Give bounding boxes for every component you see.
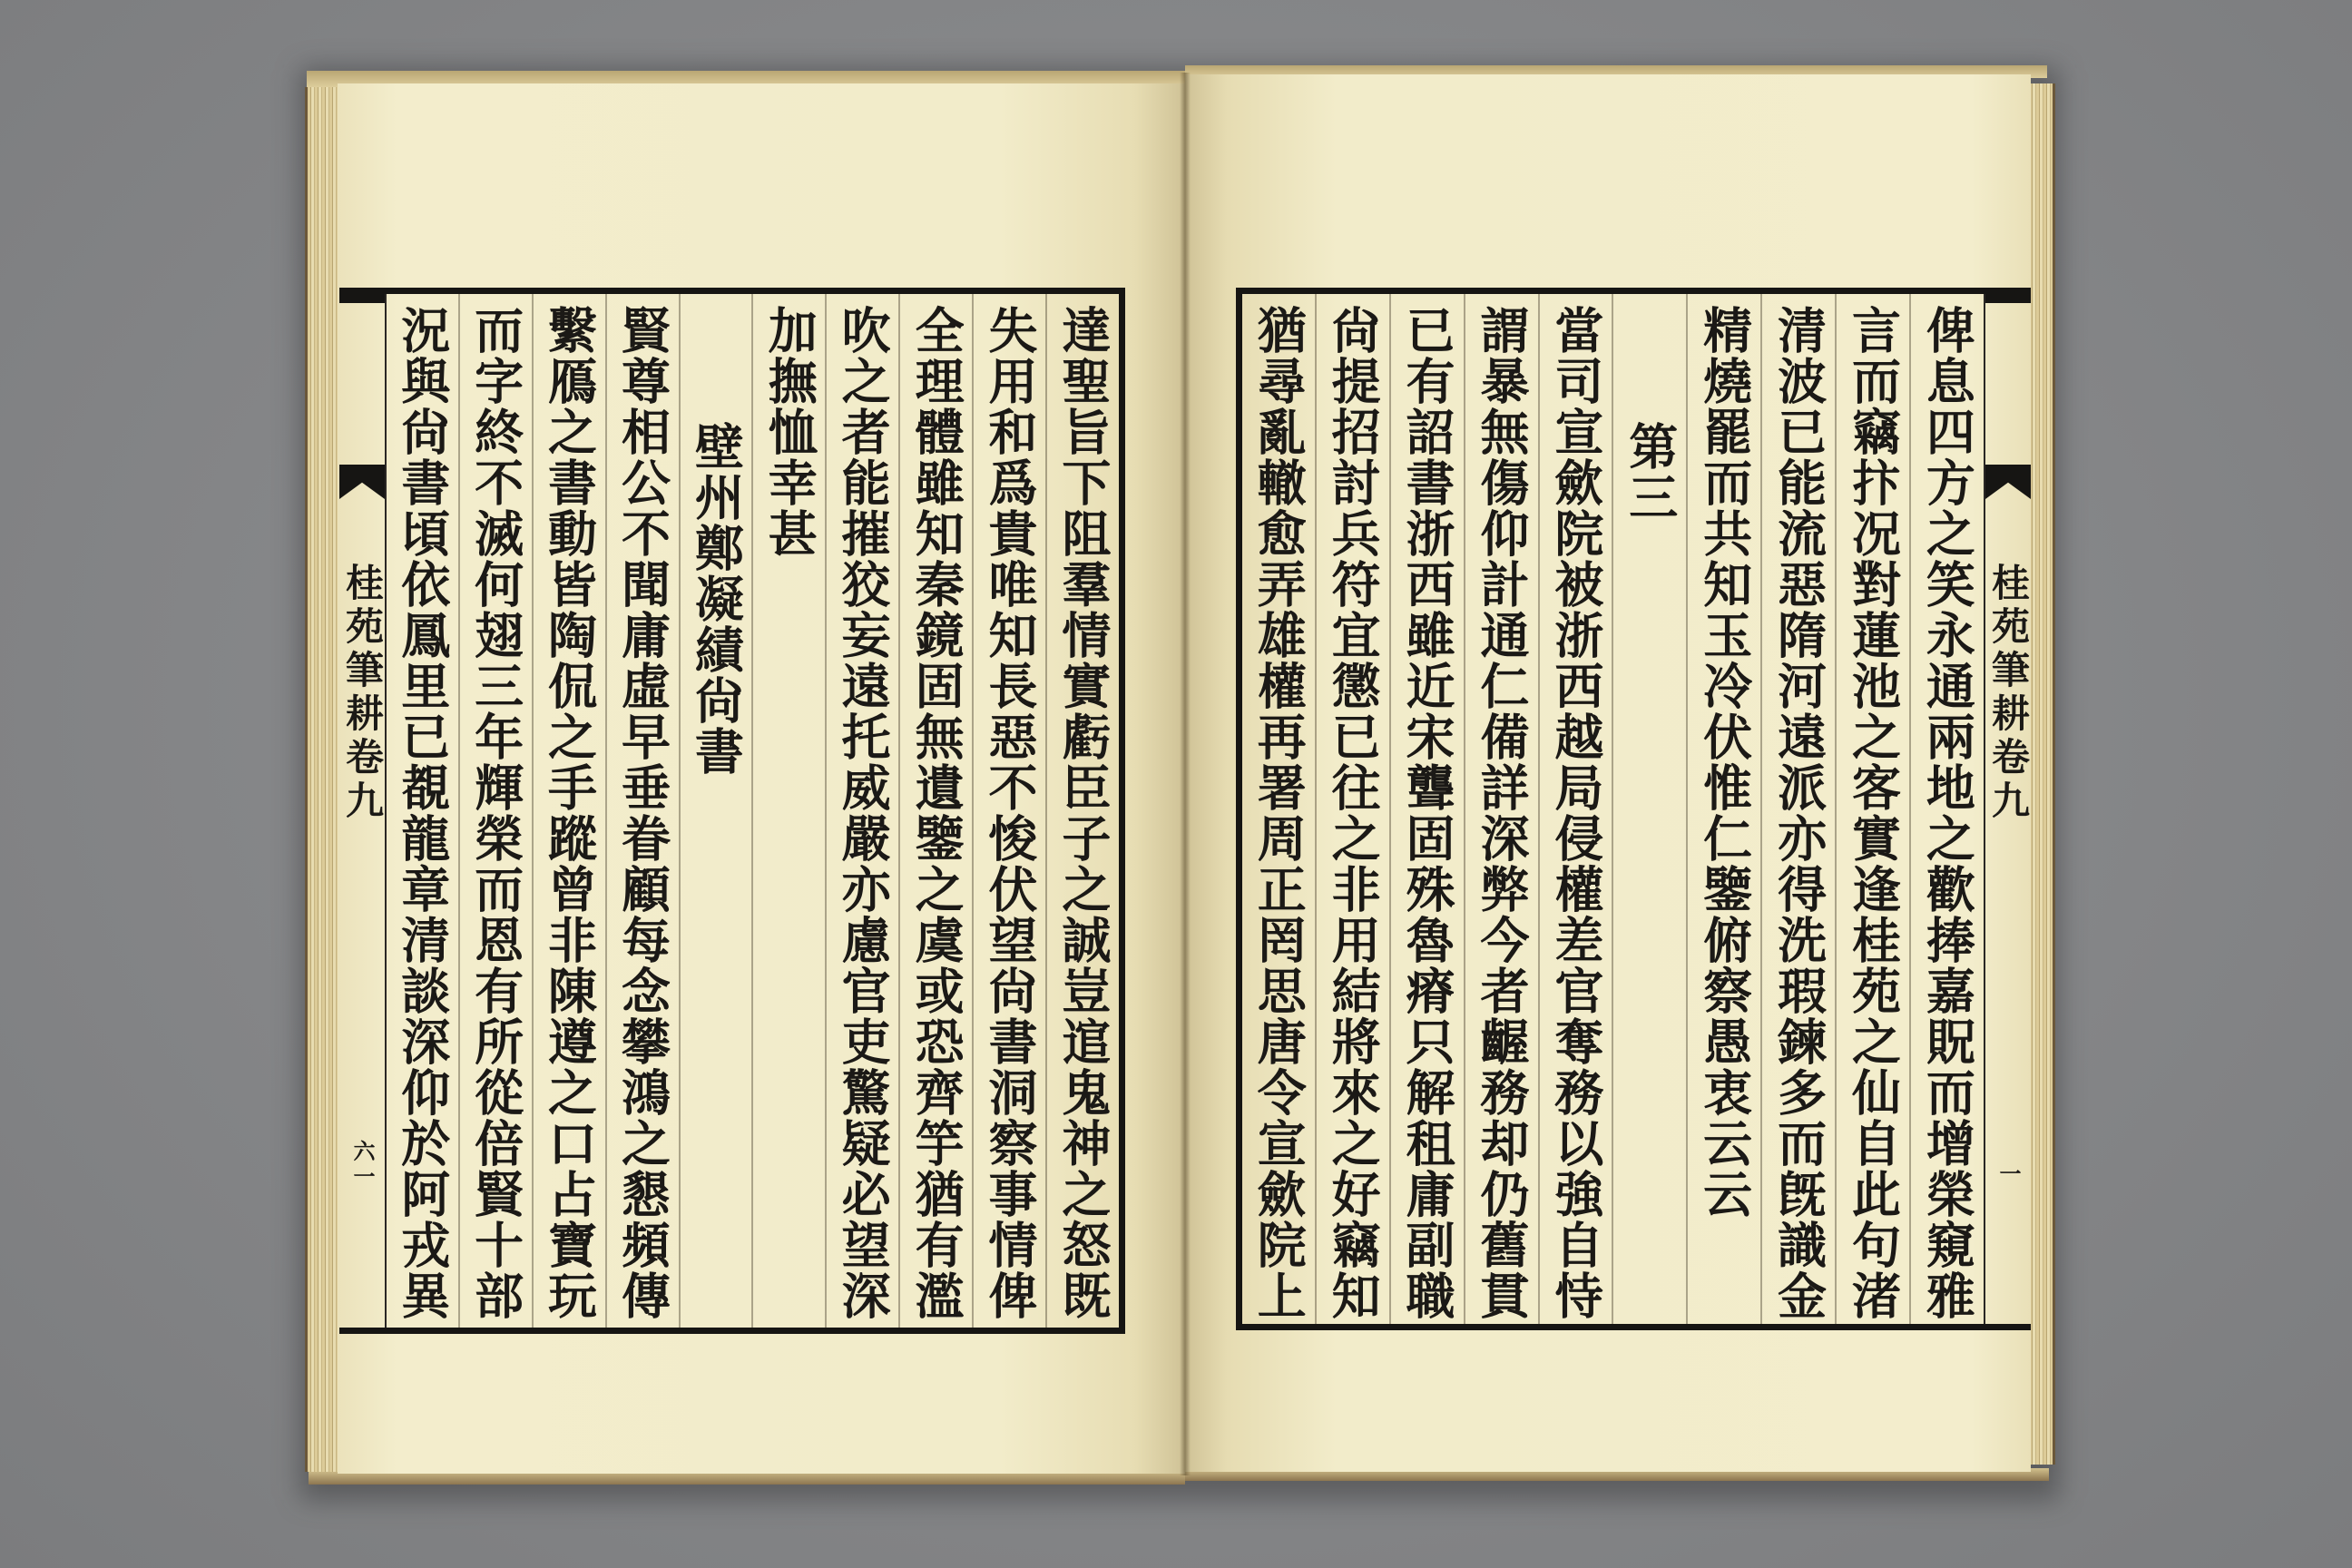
right-text-frame	[1236, 288, 2031, 1330]
text-column	[1045, 294, 1119, 1328]
column-text: 謂暴無傷仰計通仁備詳深弊今者齷務却仍舊貫	[1472, 305, 1531, 1321]
column-text: 言而竊抃况對蓮池之客實逢桂苑之仙自此句渚	[1844, 305, 1903, 1321]
text-column	[1464, 294, 1538, 1324]
section-heading: 第三	[1621, 421, 1680, 523]
column-text: 全理體雖知秦鏡固無遺鑒之虞或恐齊竽猶有濫	[907, 305, 966, 1321]
text-column	[898, 294, 972, 1328]
text-column	[1835, 294, 1909, 1324]
column-text: 吹之者能摧狡妄遠托威嚴亦慮官吏驚疑必望深	[834, 305, 893, 1321]
text-column	[532, 294, 605, 1328]
text-column	[605, 294, 679, 1328]
black-mouth-mark	[1985, 294, 2031, 303]
heading-column	[1612, 294, 1686, 1324]
right-fore-edge	[2029, 83, 2055, 1465]
column-text: 繫鴈之書動皆陶侃之手蹤曾非陳遵之口占寶玩	[540, 305, 599, 1321]
margin-book-title: 桂苑筆耕卷九	[1986, 563, 2031, 824]
text-column	[751, 294, 825, 1328]
column-text: 俾息四方之笑永通兩地之歡捧嘉貺而增榮窺雅	[1918, 305, 1977, 1321]
right-page-margin-strip	[1984, 294, 2031, 1324]
column-text: 加撫恤幸甚	[760, 305, 819, 559]
text-column	[458, 294, 532, 1328]
right-page	[1185, 74, 2031, 1472]
column-text: 猶尋亂轍愈弄雄權再署周正罔思唐令宣歛院上	[1250, 305, 1308, 1321]
right-text-columns	[1242, 294, 1984, 1324]
column-text: 賢尊相公不聞庸虛早垂眷顧每念攀鴻之懇頻傳	[613, 305, 672, 1321]
heading-column	[679, 294, 752, 1328]
fishtail-icon	[339, 465, 385, 499]
text-column	[825, 294, 898, 1328]
margin-book-title: 桂苑筆耕卷九	[340, 563, 385, 824]
book-gutter	[1180, 73, 1191, 1475]
column-text: 況與尙書頃依鳳里已覩龍章清談深仰於阿戎異	[393, 305, 452, 1321]
left-page-margin-strip	[339, 294, 387, 1328]
column-text: 已有詔書浙西雖近宋聾固殊魯瘠只解租庸副職	[1398, 305, 1457, 1321]
text-column	[1909, 294, 1984, 1324]
page-number: 六一	[349, 1140, 376, 1191]
fishtail-icon	[1985, 465, 2031, 499]
page-number: 一	[1995, 1162, 2022, 1188]
text-column	[1760, 294, 1835, 1324]
left-text-frame	[339, 288, 1125, 1334]
column-text: 當司宣歛院被浙西越局侵權差官奪務以強自恃	[1546, 305, 1605, 1321]
text-column	[1538, 294, 1612, 1324]
column-text: 失用和爲貴唯知長惡不悛伏望尙書洞察事情俾	[980, 305, 1039, 1321]
column-text: 尙提招討兵符宜懲已往之非用結將來之好竊知	[1324, 305, 1383, 1321]
left-page	[338, 83, 1185, 1474]
left-text-columns	[387, 294, 1119, 1328]
black-mouth-mark	[339, 294, 385, 303]
column-text: 達聖旨下阻羣情實虧臣子之誠豈逭鬼神之怒既	[1054, 305, 1112, 1321]
text-column	[1389, 294, 1464, 1324]
text-column	[1686, 294, 1760, 1324]
column-text: 精燒罷而共知玉冷伏惟仁鑒俯察愚衷云云	[1695, 305, 1754, 1220]
column-text: 清波已能流惡隋河遠派亦得洗瑕鍊多而旣識金	[1769, 305, 1828, 1321]
column-text: 而字終不滅何翅三年輝榮而恩有所從倍賢十部	[466, 305, 525, 1321]
letter-heading: 壁州鄭凝績尙書	[687, 421, 746, 777]
text-column	[972, 294, 1045, 1328]
text-column	[387, 294, 458, 1328]
text-column	[1242, 294, 1315, 1324]
text-column	[1315, 294, 1389, 1324]
